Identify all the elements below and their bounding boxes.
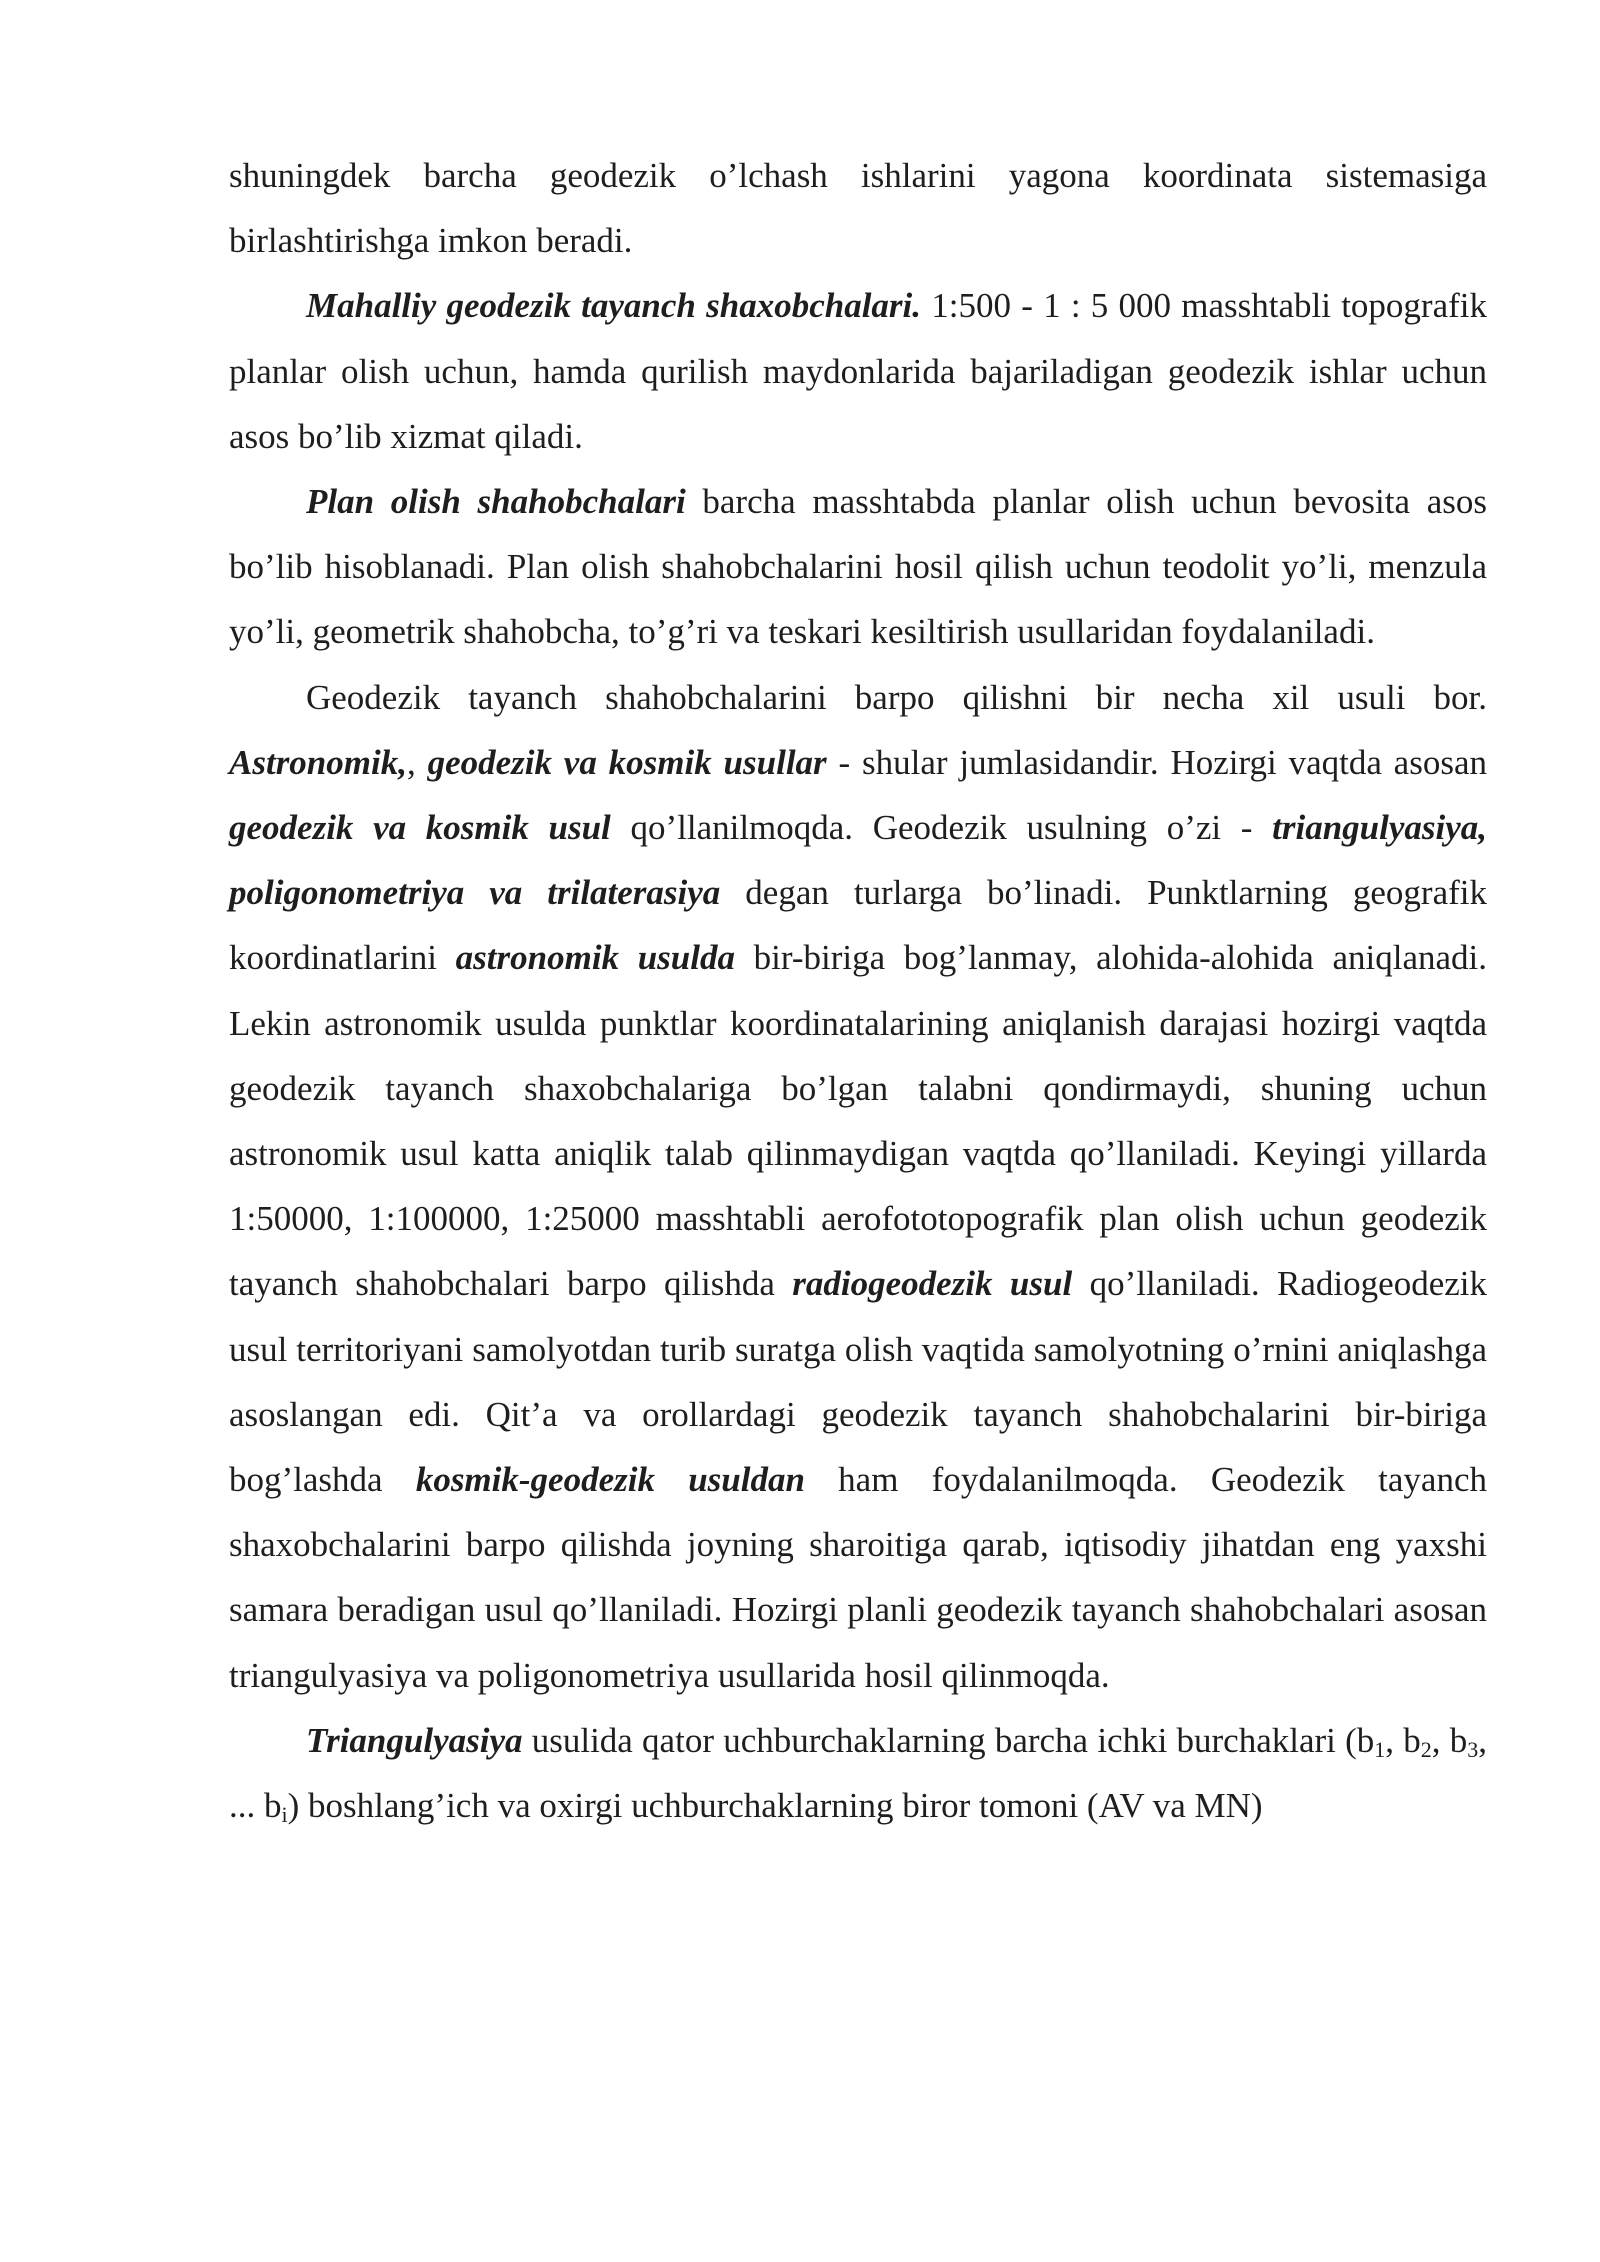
emphasized-term: geodezik va kosmik usullar <box>427 742 827 782</box>
text-run: degan turlarga bo’linadi. Punktlarning geografik koordinatlarini <box>229 873 1487 978</box>
emphasized-term: geodezik va kosmik usul <box>229 808 611 848</box>
document-body <box>229 143 1487 1838</box>
subscript-index: 3 <box>1467 1736 1479 1762</box>
emphasized-term: astronomik usulda <box>455 938 735 978</box>
text-run: - shular jumlasidandir. Hozirgi vaqtda asosan <box>826 742 1487 782</box>
text-run: qo’llanilmoqda. Geodezik usulning o’zi - <box>610 808 1273 848</box>
text-run: barcha masshtabda planlar olish uchun bevosita asos bo’lib hisoblanadi. Plan olish shahobchalarini hosil qilish uchun teodolit yo’li, menzula yo’li, geometrik shahobcha, to’g’ri va teskari kesiltirish usullaridan foydalaniladi. <box>229 482 1487 652</box>
emphasized-term: kosmik-geodezik usuldan <box>415 1460 805 1500</box>
emphasized-term: Triangulyasiya <box>306 1720 523 1760</box>
paragraph <box>229 469 1487 665</box>
paragraph <box>229 273 1487 469</box>
text-run: qo’llaniladi. Radiogeodezik usul territoriyani samolyotdan turib suratga olish vaqtida samolyotning o’rnini aniqlashga asoslangan edi. Qit’a va orollardagi geodezik tayanch shahobchalarini bir-biriga bog’lashda <box>229 1264 1487 1500</box>
emphasized-term: triangulyasiya, poligonometriya va trilaterasiya <box>229 808 1488 913</box>
subscript-index: 1 <box>1374 1736 1386 1762</box>
emphasized-term: Plan olish shahobchalari <box>306 482 686 522</box>
emphasized-term: radiogeodezik usul <box>792 1264 1073 1304</box>
text-run: , b <box>1431 1720 1468 1760</box>
text-run: shuningdek barcha geodezik o’lchash ishlarini yagona koordinata sistemasiga birlashtirishga imkon beradi. <box>229 156 1487 261</box>
text-run: ham foydalanilmoqda. Geodezik tayanch shaxobchalarini barpo qilishda joyning sharoitiga qarab, iqtisodiy jihatdan eng yaxshi samara beradigan usul qo’llaniladi. Hozirgi planli geodezik tayanch shahobchalari asosan triangulyasiya va poligonometriya usullarida hosil qilinmoqda. <box>229 1460 1487 1695</box>
paragraph <box>229 1708 1487 1838</box>
text-run: bir-biriga bog’lanmay, alohida-alohida aniqlanadi. Lekin astronomik usulda punktlar koordinatalarining aniqlanish darajasi hozirgi vaqtda geodezik tayanch shaxobchalariga bo’lgan talabni qondirmaydi, shuning uchun astronomik usul katta aniqlik talab qilinmaydigan vaqtda qo’llaniladi. Keyingi yillarda 1:50000, 1:100000, 1:25000 masshtabli aerofototopografik plan olish uchun geodezik tayanch shahobchalari barpo qilishda <box>229 938 1487 1304</box>
text-run: Geodezik tayanch shahobchalarini barpo qilishni bir necha xil usuli bor. <box>306 677 1487 717</box>
text-run: , ... b <box>229 1720 1487 1826</box>
paragraph <box>229 143 1487 273</box>
emphasized-term: Mahalliy geodezik tayanch shaxobchalari. <box>306 286 922 326</box>
paragraph <box>229 665 1487 1708</box>
emphasized-term: Astronomik, <box>229 742 407 782</box>
text-run: usulida qator uchburchaklarning barcha ichki burchaklari (b <box>522 1720 1375 1760</box>
subscript-index: i <box>281 1802 288 1828</box>
text-run: 1:500 - 1 : 5 000 masshtabli topografik planlar olish uchun, hamda qurilish maydonlarida bajariladigan geodezik ishlar uchun asos bo’lib xizmat qiladi. <box>229 286 1487 456</box>
subscript-index: 2 <box>1420 1736 1432 1762</box>
text-run: , <box>406 742 428 782</box>
text-run: ) boshlang’ich va oxirgi uchburchaklarning biror tomoni (AV va MN) <box>287 1786 1263 1826</box>
text-run: , b <box>1385 1720 1421 1760</box>
